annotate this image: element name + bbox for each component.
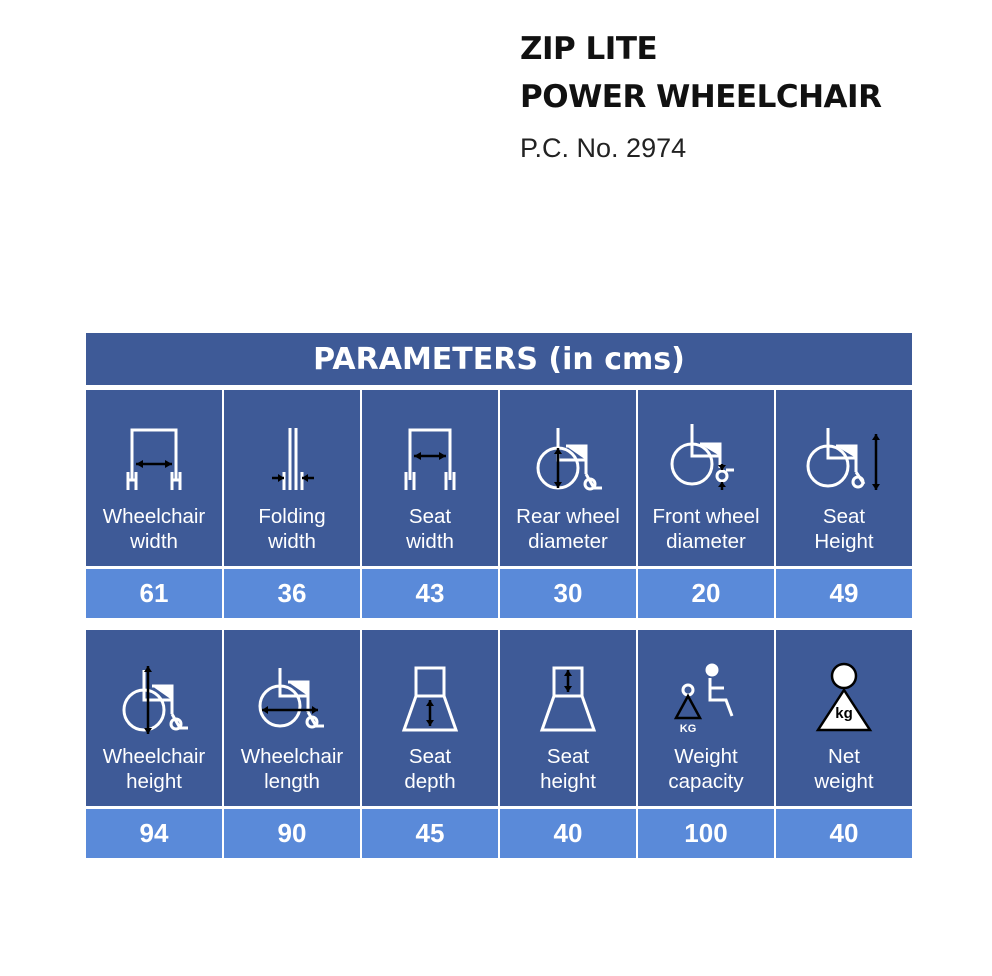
param-value: 100 bbox=[638, 809, 774, 858]
seat-width-icon bbox=[385, 420, 475, 498]
param-folding-width bbox=[224, 390, 360, 618]
seat-height-icon bbox=[523, 660, 613, 738]
parameters-row-2 bbox=[86, 630, 912, 858]
front-wheel-icon bbox=[661, 420, 751, 498]
param-net-weight bbox=[776, 630, 912, 858]
label-line: depth bbox=[404, 770, 456, 793]
label-line: Front wheel bbox=[652, 505, 760, 528]
product-title-line1: ZIP LITE bbox=[520, 31, 658, 67]
seat-depth-icon bbox=[385, 660, 475, 738]
net-weight-icon bbox=[799, 660, 889, 738]
param-wheelchair-width bbox=[86, 390, 222, 618]
label-line: width bbox=[406, 530, 454, 553]
label-line: Seat bbox=[408, 745, 452, 768]
label-line: Wheelchair bbox=[102, 745, 206, 768]
param-value: 45 bbox=[362, 809, 498, 858]
rear-wheel-icon bbox=[523, 420, 613, 498]
label-line: Height bbox=[814, 530, 874, 553]
wheelchair-width-icon bbox=[109, 420, 199, 498]
param-value: 94 bbox=[86, 809, 222, 858]
param-weight-capacity bbox=[638, 630, 774, 858]
wheelchair-length-icon bbox=[247, 660, 337, 738]
param-seat-depth bbox=[362, 630, 498, 858]
label-line: Seat bbox=[408, 505, 452, 528]
label-line: weight bbox=[814, 770, 874, 793]
param-value: 49 bbox=[776, 569, 912, 618]
wheelchair-height-icon bbox=[109, 660, 199, 738]
label-line: diameter bbox=[528, 530, 608, 553]
param-value: 61 bbox=[86, 569, 222, 618]
param-wheelchair-length bbox=[224, 630, 360, 858]
label-line: Rear wheel bbox=[516, 505, 620, 528]
param-front-wheel bbox=[638, 390, 774, 618]
product-title-line2: POWER WHEELCHAIR bbox=[520, 79, 882, 115]
kg-badge: kg bbox=[835, 705, 853, 722]
param-value: 40 bbox=[500, 809, 636, 858]
label-line: Seat bbox=[822, 505, 866, 528]
param-value: 20 bbox=[638, 569, 774, 618]
label-line: Seat bbox=[546, 745, 590, 768]
label-line: Net bbox=[828, 745, 860, 768]
label-line: Folding bbox=[258, 505, 326, 528]
param-value: 43 bbox=[362, 569, 498, 618]
param-value: 36 bbox=[224, 569, 360, 618]
label-line: height bbox=[126, 770, 182, 793]
label-line: width bbox=[268, 530, 316, 553]
param-seat-width bbox=[362, 390, 498, 618]
parameters-row-1 bbox=[86, 390, 912, 618]
label-line: capacity bbox=[668, 770, 744, 793]
param-seat-height-side bbox=[776, 390, 912, 618]
param-seat-height bbox=[500, 630, 636, 858]
label-line: diameter bbox=[666, 530, 746, 553]
param-value: 40 bbox=[776, 809, 912, 858]
label-line: height bbox=[540, 770, 596, 793]
param-wheelchair-height bbox=[86, 630, 222, 858]
param-rear-wheel bbox=[500, 390, 636, 618]
label-line: Weight bbox=[674, 745, 738, 768]
seat-height-side-icon bbox=[799, 420, 889, 498]
weight-capacity-icon bbox=[661, 660, 751, 738]
param-value: 90 bbox=[224, 809, 360, 858]
label-line: Wheelchair bbox=[240, 745, 344, 768]
kg-badge: KG bbox=[679, 723, 697, 735]
label-line: length bbox=[264, 770, 320, 793]
folding-width-icon bbox=[247, 420, 337, 498]
label-line: width bbox=[130, 530, 178, 553]
param-value: 30 bbox=[500, 569, 636, 618]
product-code: P.C. No. 2974 bbox=[520, 133, 687, 163]
label-line: Wheelchair bbox=[102, 505, 206, 528]
parameters-title: PARAMETERS (in cms) bbox=[86, 333, 912, 385]
